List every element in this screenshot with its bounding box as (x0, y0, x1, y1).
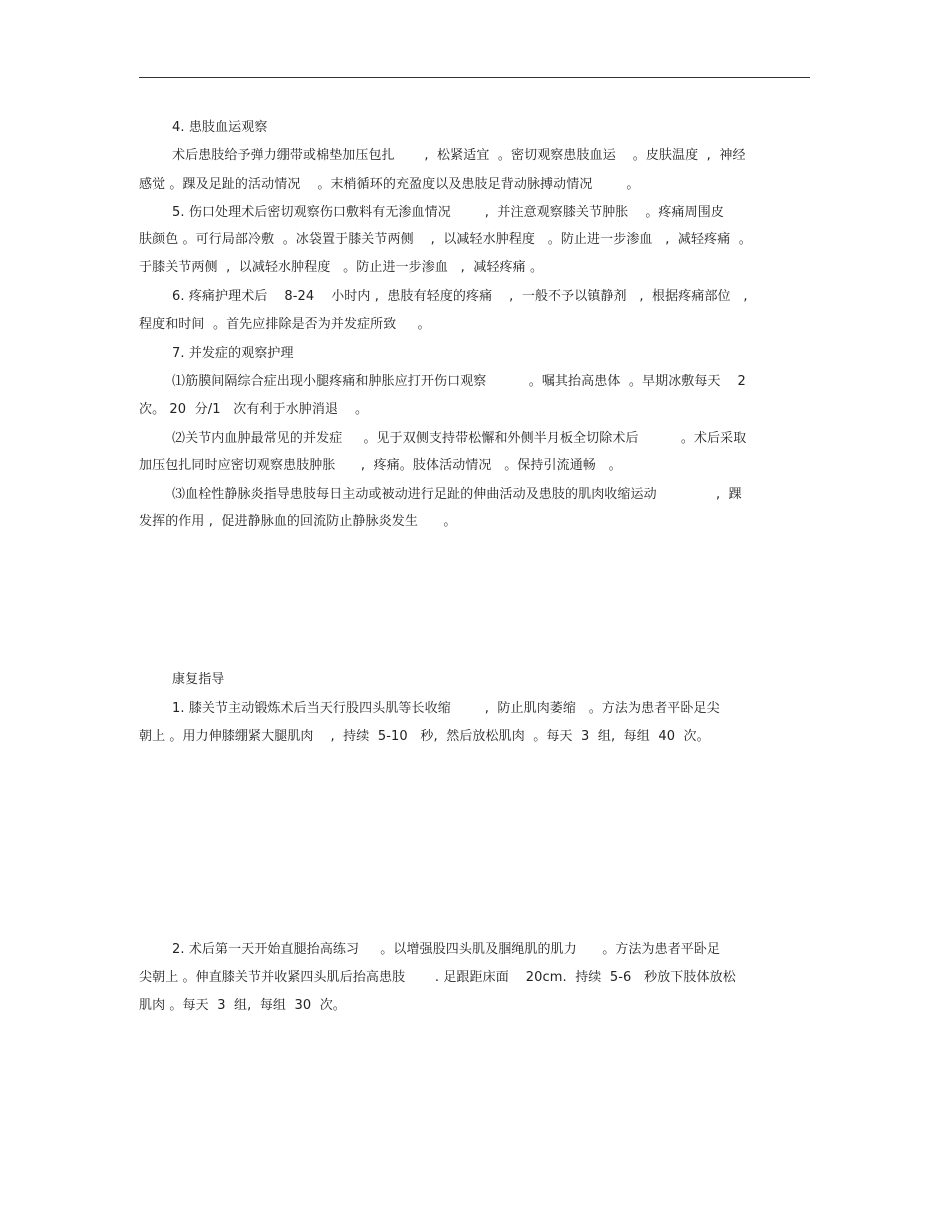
paragraph-line: 程度和时间 。首先应排除是否为并发症所致 。 (139, 317, 431, 332)
section-heading-complications: 7. 并发症的观察护理 (172, 346, 294, 361)
paragraph-line: 肌肉 。每天 3 组, 每组 30 次。 (139, 998, 346, 1013)
paragraph-line: ⑶血栓性静脉炎指导患肢每日主动或被动进行足趾的伸曲活动及患肢的肌肉收缩运动 , 踝 (172, 487, 742, 502)
header-rule (139, 77, 810, 78)
paragraph-line: 5. 伤口处理术后密切观察伤口敷料有无渗血情况 , 并注意观察膝关节肿胀 。疼痛周围皮 (172, 205, 724, 220)
paragraph-line: 6. 疼痛护理术后 8-24 小时内 , 患肢有轻度的疼痛 , 一般不予以镇静剂 , 根据疼痛部位 , (172, 289, 748, 304)
section-heading-limb-circulation: 4. 患肢血运观察 (172, 120, 268, 135)
section-heading-rehab: 康复指导 (172, 672, 225, 687)
paragraph-line: ⑴筋膜间隔综合症出现小腿疼痛和肿胀应打开伤口观察 。嘱其抬高患体 。早期冰敷每天 2 (172, 374, 746, 389)
paragraph-line: 感觉 。踝及足趾的活动情况 。末梢循环的充盈度以及患肢足背动脉搏动情况 。 (139, 177, 640, 192)
paragraph-line: 朝上 。用力伸膝绷紧大腿肌肉 , 持续 5-10 秒, 然后放松肌肉 。每天 3 组, 每组 40 次。 (139, 729, 710, 744)
paragraph-line: 术后患肢给予弹力绷带或棉垫加压包扎 , 松紧适宜 。密切观察患肢血运 。皮肤温度 , 神经 (172, 148, 746, 163)
paragraph-line: 于膝关节两侧 , 以减轻水肿程度 。防止进一步渗血 , 减轻疼痛 。 (139, 260, 544, 275)
paragraph-line: 1. 膝关节主动锻炼术后当天行股四头肌等长收缩 , 防止肌肉萎缩 。方法为患者平卧足尖 (172, 701, 720, 716)
paragraph-line: 肤颜色 。可行局部冷敷 。冰袋置于膝关节两侧 , 以减轻水肿程度 。防止进一步渗血 , 减轻疼痛 。 (139, 232, 752, 247)
paragraph-line: ⑵关节内血肿最常见的并发症 。见于双侧支持带松懈和外侧半月板全切除术后 。术后采取 (172, 431, 747, 446)
paragraph-line: 加压包扎同时应密切观察患肢肿胀 , 疼痛。肢体活动情况 。保持引流通畅 。 (139, 458, 622, 473)
paragraph-line: 2. 术后第一天开始直腿抬高练习 。以增强股四头肌及腘绳肌的肌力 。方法为患者平卧足 (172, 942, 721, 957)
paragraph-line: 发挥的作用 , 促进静脉血的回流防止静脉炎发生 。 (139, 514, 457, 529)
paragraph-line: 尖朝上 。伸直膝关节并收紧四头肌后抬高患肢 . 足跟距床面 20cm. 持续 5-6 秒放下肢体放松 (139, 970, 736, 985)
paragraph-line: 次。 20 分/1 次有利于水肿消退 。 (139, 402, 369, 417)
